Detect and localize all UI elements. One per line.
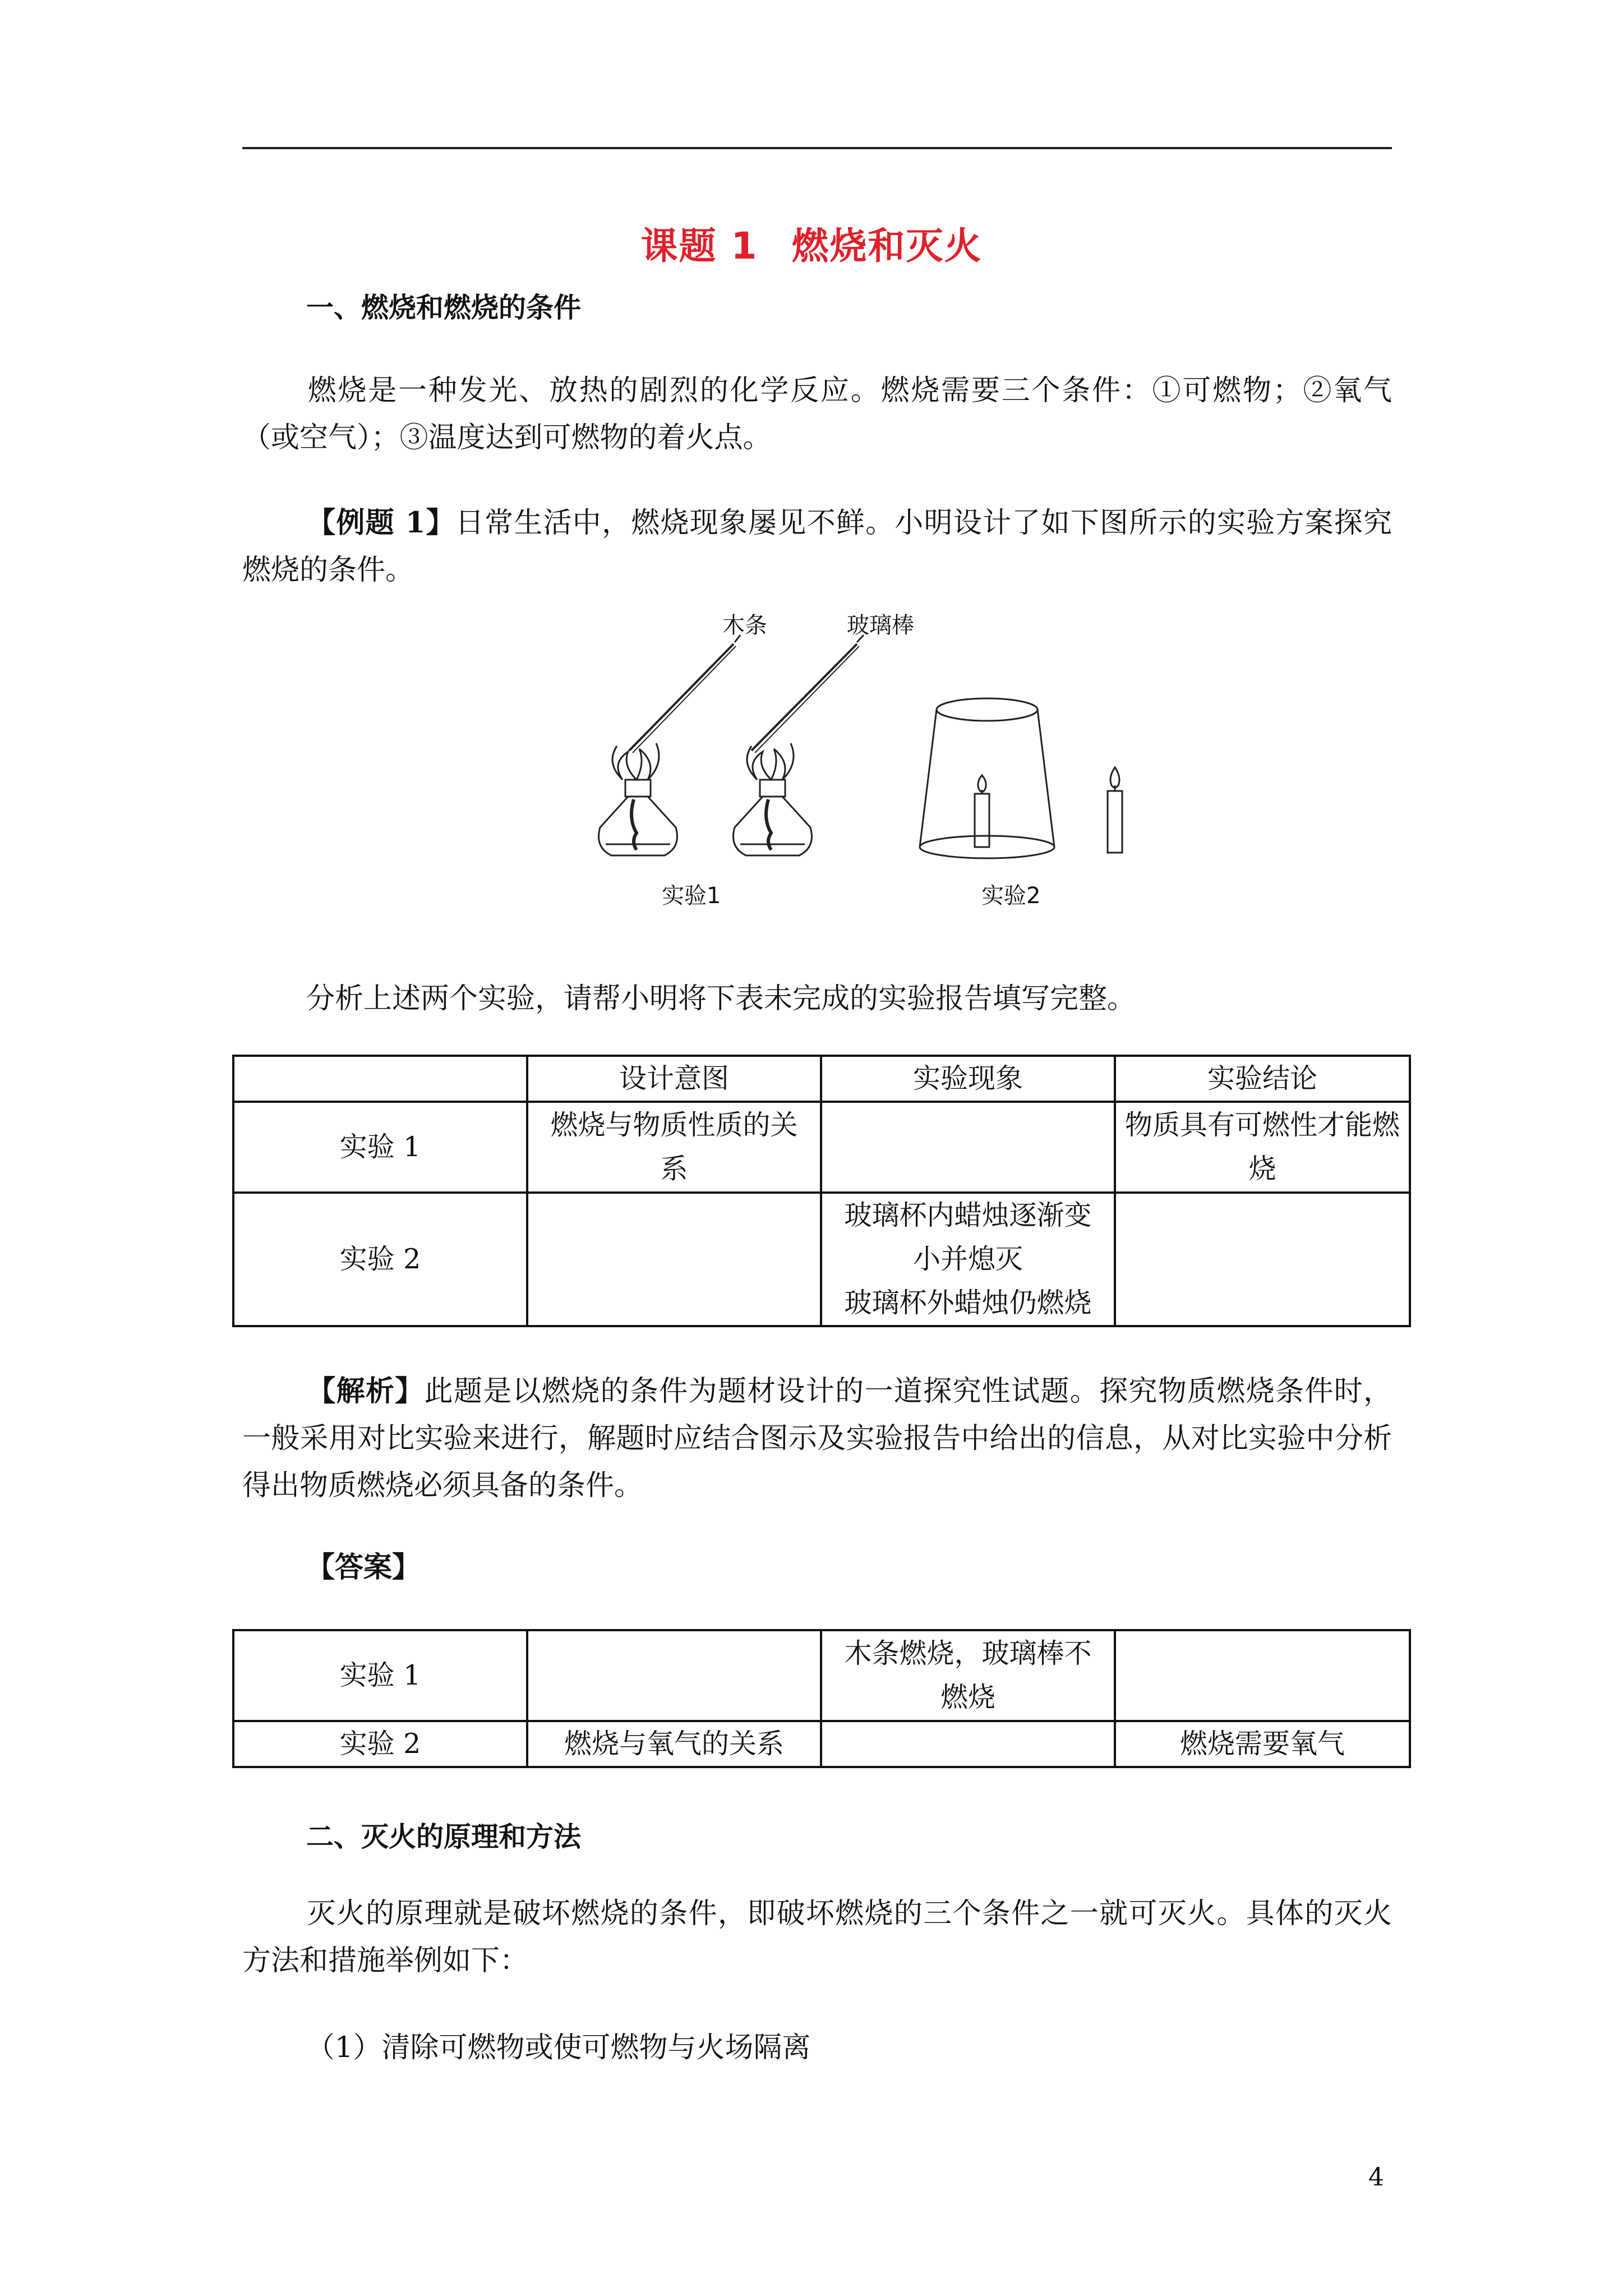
cell-r2-name: 实验 2 bbox=[233, 1193, 527, 1326]
glass-rod bbox=[751, 644, 857, 751]
header-cell-empty bbox=[233, 1056, 527, 1102]
cell-r2-intent bbox=[527, 1193, 821, 1326]
wood-stick bbox=[629, 644, 734, 751]
cell-r1-intent: 燃烧与物质性质的关系 bbox=[527, 1102, 821, 1193]
cell-r2-conclusion bbox=[1115, 1193, 1410, 1326]
report-table bbox=[232, 1055, 1411, 1327]
header-cell-phenomenon: 实验现象 bbox=[821, 1056, 1115, 1102]
glass-cup bbox=[920, 698, 1054, 858]
ans-r1-intent bbox=[527, 1630, 821, 1721]
header-cell-intent: 设计意图 bbox=[527, 1056, 821, 1102]
analysis-paragraph bbox=[242, 1368, 1392, 1510]
cell-r2-phenomenon-line2: 玻璃杯外蜡烛仍燃烧 bbox=[844, 1287, 1092, 1319]
analysis-text: 此题是以燃烧的条件为题材设计的一道探究性试题。探究物质燃烧条件时，一般采用对比实验来进行，解题时应结合图示及实验报告中给出的信息，从对比实验中分析得出物质燃烧必须具备的条件。 bbox=[242, 1375, 1392, 1502]
header-rule bbox=[242, 147, 1392, 149]
example-paragraph bbox=[242, 499, 1392, 594]
ans-r1-conclusion bbox=[1115, 1630, 1410, 1721]
section1-text: 燃烧是一种发光、放热的剧烈的化学反应。燃烧需要三个条件：①可燃物；②氧气（或空气）；③温度达到可燃物的着火点。 bbox=[242, 374, 1392, 454]
cell-r2-phenomenon-line1: 玻璃杯内蜡烛逐渐变小并熄灭 bbox=[844, 1199, 1092, 1275]
ans-r1-name: 实验 1 bbox=[233, 1630, 527, 1721]
title-number: 课题 1 bbox=[640, 224, 758, 268]
page-title bbox=[0, 216, 1623, 269]
example-text: 日常生活中，燃烧现象屡见不鲜。小明设计了如下图所示的实验方案探究燃烧的条件。 bbox=[242, 507, 1392, 587]
answer-label: 【答案】 bbox=[306, 1550, 421, 1584]
report-header-row bbox=[233, 1056, 1410, 1102]
section1-heading: 一、燃烧和燃烧的条件 bbox=[306, 292, 582, 324]
title-text: 燃烧和灭火 bbox=[791, 224, 983, 268]
cell-r2-phenomenon bbox=[821, 1193, 1115, 1326]
section2-heading: 二、灭火的原理和方法 bbox=[306, 1821, 582, 1853]
answer-row-2 bbox=[233, 1721, 1410, 1767]
caption-experiment-1: 实验1 bbox=[662, 883, 721, 909]
analysis-tag: 【解析】 bbox=[306, 1374, 425, 1408]
ans-r2-conclusion: 燃烧需要氧气 bbox=[1115, 1721, 1410, 1767]
section1-paragraph bbox=[242, 367, 1392, 462]
answer-row-1 bbox=[233, 1630, 1410, 1721]
section2-paragraph bbox=[242, 1890, 1392, 1985]
ans-r2-name: 实验 2 bbox=[233, 1721, 527, 1767]
candle-outside bbox=[1108, 767, 1122, 853]
cell-r1-phenomenon bbox=[821, 1102, 1115, 1193]
section2-item-1: （1）清除可燃物或使可燃物与火场隔离 bbox=[306, 2031, 811, 2064]
cell-r1-name: 实验 1 bbox=[233, 1102, 527, 1193]
ans-r2-phenomenon bbox=[821, 1721, 1115, 1767]
example-tag: 【例题 1】 bbox=[306, 506, 455, 540]
cell-r1-conclusion: 物质具有可燃性才能燃烧 bbox=[1115, 1102, 1410, 1193]
report-row-2 bbox=[233, 1193, 1410, 1326]
page-number: 4 bbox=[1368, 2163, 1384, 2192]
header-cell-conclusion: 实验结论 bbox=[1115, 1056, 1410, 1102]
answer-table bbox=[232, 1629, 1411, 1768]
instruction-text: 分析上述两个实验，请帮小明将下表未完成的实验报告填写完整。 bbox=[306, 982, 1136, 1015]
alcohol-lamp-1 bbox=[599, 743, 677, 855]
experiment-figure bbox=[583, 611, 1150, 937]
label-wood: 木条 bbox=[722, 613, 767, 638]
report-row-1 bbox=[233, 1102, 1410, 1193]
ans-r2-intent: 燃烧与氧气的关系 bbox=[527, 1721, 821, 1767]
alcohol-lamp-2 bbox=[734, 743, 812, 855]
label-glass: 玻璃棒 bbox=[847, 613, 914, 638]
ans-r1-phenomenon: 木条燃烧，玻璃棒不燃烧 bbox=[821, 1630, 1115, 1721]
section2-text: 灭火的原理就是破坏燃烧的条件，即破坏燃烧的三个条件之一就可灭火。具体的灭火方法和措施举例如下： bbox=[242, 1897, 1392, 1977]
caption-experiment-2: 实验2 bbox=[981, 883, 1041, 909]
